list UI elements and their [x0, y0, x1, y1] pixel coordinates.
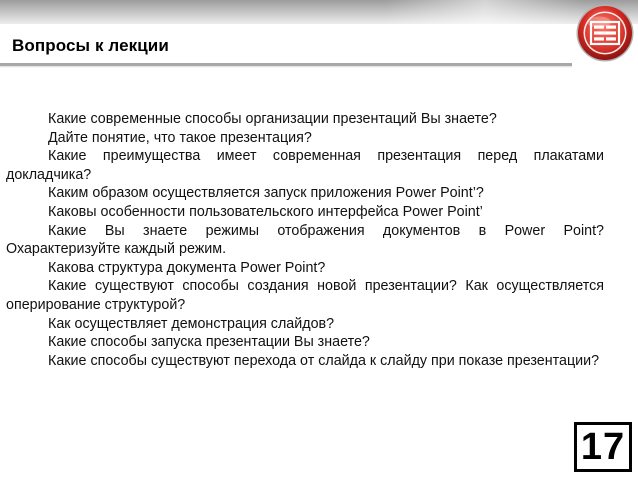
- question-item: Какие преимущества имеет современная презентация перед плакатами докладчика?: [6, 148, 604, 183]
- page-number: 17: [580, 426, 626, 468]
- title-divider-shadow: [0, 66, 572, 68]
- header-band-highlight: [385, 0, 585, 24]
- question-item: Какие способы существуют перехода от слайда к слайду при показе презентации?: [48, 352, 600, 369]
- question-item: Какие Вы знаете режимы отображения документов в Power Point? Охарактеризуйте каждый режим.: [6, 222, 604, 258]
- question-item: Дайте понятие, что такое презентация?: [48, 129, 312, 146]
- page-title: Вопросы к лекции: [12, 36, 169, 55]
- page-number-box: [574, 422, 632, 472]
- question-item: Какова структура документа Power Point?: [48, 259, 326, 276]
- question-item: Каким образом осуществляется запуск приложения Power Point’?: [48, 185, 484, 202]
- question-item: Какие способы запуска презентации Вы знаете?: [48, 334, 370, 351]
- question-item: Какие современные способы организации презентаций Вы знаете?: [48, 111, 497, 127]
- red-seal-logo-icon: [575, 3, 635, 63]
- question-item: Как осуществляет демонстрация слайдов?: [48, 315, 335, 332]
- question-item: Какие существуют способы создания новой презентации? Как осуществляется оперирование структурой?: [6, 278, 604, 313]
- question-item: Каковы особенности пользовательского интерфейса Power Point’: [48, 203, 483, 220]
- questions-list: [6, 110, 604, 370]
